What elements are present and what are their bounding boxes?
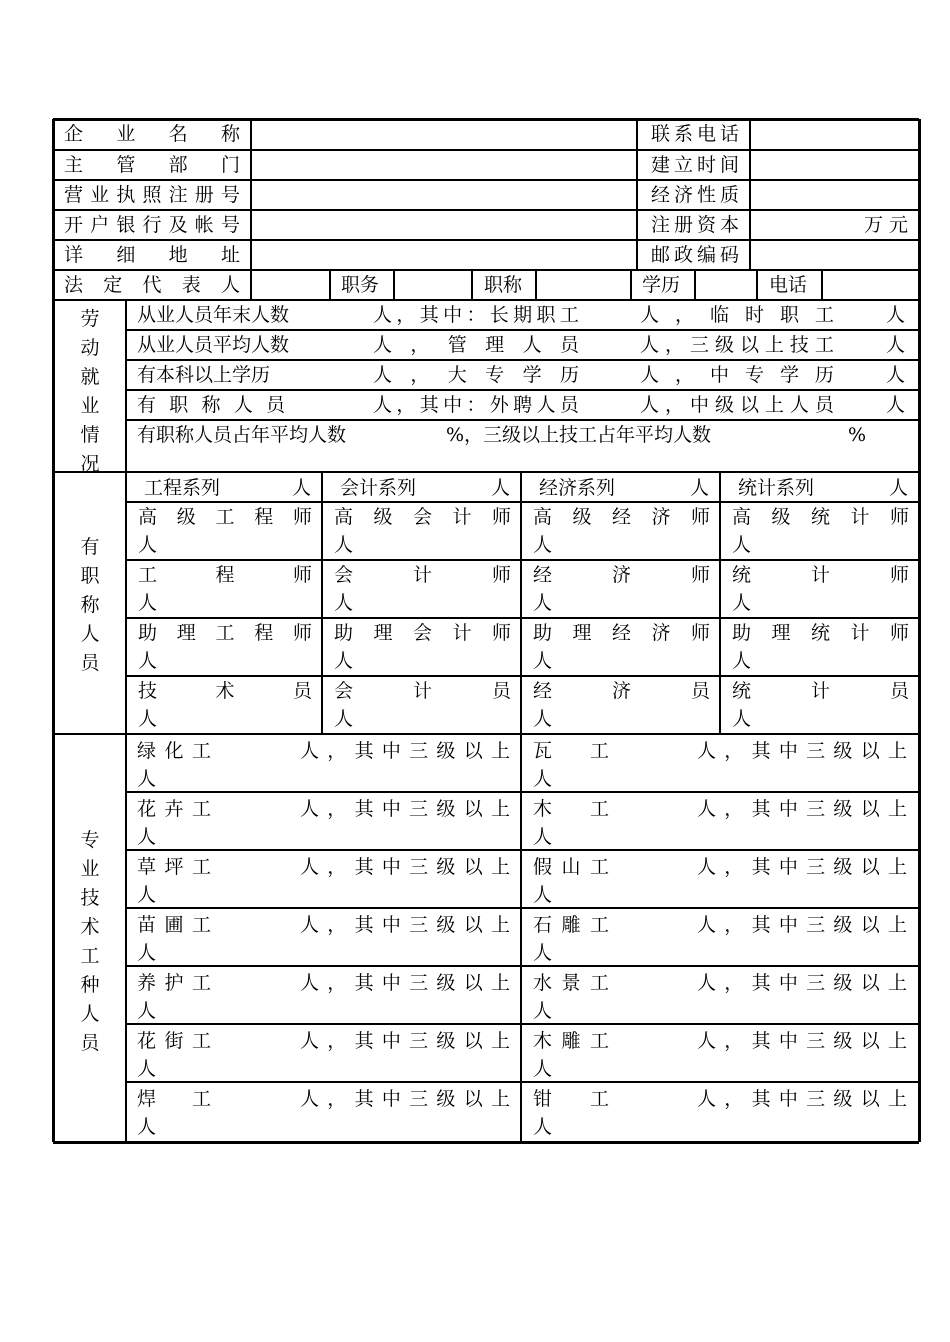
title-rank-unit-0-0: 人 [138, 534, 158, 556]
title-rank-3-3: 统 计 员 [732, 680, 909, 702]
trade-right-suffix-6: 人 ， 其 中 三 级 以 上 [697, 1088, 907, 1110]
header-row-rule [53, 149, 919, 151]
title-rank-2-1: 经 济 师 [533, 564, 710, 586]
trade-right-suffix-2: 人 ， 其 中 三 级 以 上 [697, 856, 907, 878]
legal-rep-row-divider [756, 270, 758, 300]
titled-column-divider [719, 472, 721, 734]
dept-label: 主 管 部 门 [64, 154, 240, 176]
title-rank-unit-3-2: 人 [732, 650, 752, 672]
title-rank-0-2: 助 理 工 程 师 [138, 622, 312, 644]
trade-right-suffix-0: 人 ， 其 中 三 级 以 上 [697, 740, 907, 762]
legal-rep-label: 法 定 代 表 人 [64, 274, 240, 296]
trades-section-label: 专 业 技 术 工 种 人 员 [80, 829, 100, 1054]
trade-right-suffix-3: 人 ， 其 中 三 级 以 上 [697, 914, 907, 936]
labor-row-2-b: 人 ， 管 理 人 员 [373, 334, 579, 356]
trade-left-2: 草 坪 工 [137, 856, 211, 878]
legal-rep-row-divider [694, 270, 696, 300]
titled-column-divider [520, 472, 522, 734]
trade-right-unit-2: 人 [533, 884, 553, 906]
title-rank-unit-0-2: 人 [138, 650, 158, 672]
header-row-rule [53, 269, 919, 271]
trade-right-0: 瓦 工 [533, 740, 609, 762]
trade-left-3: 苗 圃 工 [137, 914, 211, 936]
title-rank-0-0: 高 级 工 程 师 [138, 506, 312, 528]
title-rank-3-0: 高 级 统 计 师 [732, 506, 909, 528]
title-rank-1-0: 高 级 会 计 师 [334, 506, 511, 528]
title-rank-0-1: 工 程 师 [138, 564, 312, 586]
title-rank-unit-3-1: 人 [732, 592, 752, 614]
title-rank-unit-1-2: 人 [334, 650, 354, 672]
trade-left-suffix-4: 人 ， 其 中 三 级 以 上 [300, 972, 510, 994]
labor-row-1-b: 人 ， 其 中 ： 长 期 职 工 [373, 304, 579, 326]
titled-row-rule [126, 501, 919, 503]
title-rank-unit-0-1: 人 [138, 592, 158, 614]
labor-row-5-c: % [848, 424, 867, 446]
titled-row-rule [126, 617, 919, 619]
legal-rep-row-divider [821, 270, 823, 300]
series-label-3: 统计系列 [738, 477, 815, 499]
education-label: 学历 [642, 274, 681, 296]
header-row-rule [53, 179, 919, 181]
labor-row-1-a: 从业人员年末人数 [137, 304, 290, 326]
titled-row-rule [126, 559, 919, 561]
trade-left-unit-3: 人 [137, 942, 157, 964]
title-rank-unit-2-0: 人 [533, 534, 553, 556]
labor-row-4-c: 人 ， 中 级 以 上 人 员 [640, 394, 834, 416]
title-rank-2-0: 高 级 经 济 师 [533, 506, 710, 528]
postcode-label: 邮 政 编 码 [651, 244, 739, 266]
section-label-divider [125, 300, 127, 1142]
labor-row-rule [126, 389, 919, 391]
title-rank-1-2: 助 理 会 计 师 [334, 622, 511, 644]
title-rank-1-3: 会 计 员 [334, 680, 511, 702]
founded-label: 建 立 时 间 [651, 154, 739, 176]
trade-right-unit-0: 人 [533, 768, 553, 790]
title-rank-unit-3-3: 人 [732, 708, 752, 730]
company-name-label: 企 业 名 称 [64, 123, 240, 145]
labor-row-2-c: 人 ， 三 级 以 上 技 工 [640, 334, 834, 356]
trade-left-suffix-3: 人 ， 其 中 三 级 以 上 [300, 914, 510, 936]
title-rank-2-2: 助 理 经 济 师 [533, 622, 710, 644]
trade-row-rule [126, 1081, 919, 1083]
title-rank-unit-3-0: 人 [732, 534, 752, 556]
econ-nature-label: 经 济 性 质 [651, 184, 739, 206]
trade-right-5: 木 雕 工 [533, 1030, 609, 1052]
title-label: 职称 [484, 274, 523, 296]
titled-column-divider [321, 472, 323, 734]
title-rank-0-3: 技 术 员 [138, 680, 312, 702]
header-right-divider [749, 119, 751, 270]
title-rank-unit-0-3: 人 [138, 708, 158, 730]
table-right-border [918, 119, 921, 1142]
trade-right-6: 钳 工 [533, 1088, 609, 1110]
trade-left-0: 绿 化 工 [137, 740, 211, 762]
titled-row-rule [126, 675, 919, 677]
trade-left-unit-0: 人 [137, 768, 157, 790]
trade-left-1: 花 卉 工 [137, 798, 211, 820]
trade-row-rule [126, 791, 919, 793]
labor-row-rule [126, 359, 919, 361]
labor-row-1-d: 人 [886, 304, 906, 326]
title-rank-unit-1-0: 人 [334, 534, 354, 556]
labor-section-bottom [53, 471, 919, 473]
trade-right-unit-4: 人 [533, 1000, 553, 1022]
trade-left-4: 养 护 工 [137, 972, 211, 994]
trade-row-rule [126, 849, 919, 851]
contact-phone-label: 联 系 电 话 [651, 123, 739, 145]
title-rank-1-1: 会 计 师 [334, 564, 511, 586]
trade-row-rule [126, 1023, 919, 1025]
trade-right-4: 水 景 工 [533, 972, 609, 994]
series-unit-3: 人 [889, 477, 909, 499]
legal-rep-row-divider [471, 270, 473, 300]
trade-left-suffix-5: 人 ， 其 中 三 级 以 上 [300, 1030, 510, 1052]
header-label-divider [250, 119, 252, 300]
header-row-rule [53, 209, 919, 211]
bank-label: 开 户 银 行 及 帐 号 [64, 214, 240, 236]
legal-rep-row-divider [393, 270, 395, 300]
trade-right-unit-5: 人 [533, 1058, 553, 1080]
trade-right-suffix-5: 人 ， 其 中 三 级 以 上 [697, 1030, 907, 1052]
labor-row-4-a: 有 职 称 人 员 [137, 394, 285, 416]
title-rank-unit-2-1: 人 [533, 592, 553, 614]
labor-row-5-b: %，三级以上技工占年平均人数 [446, 424, 712, 446]
labor-section-label: 劳 动 就 业 情 况 [80, 308, 100, 475]
header-mid-divider [636, 119, 638, 270]
title-rank-unit-2-3: 人 [533, 708, 553, 730]
series-label-2: 经济系列 [539, 477, 616, 499]
reg-capital-unit: 万 元 [863, 214, 908, 236]
trade-left-unit-2: 人 [137, 884, 157, 906]
titled-section-bottom [53, 733, 919, 735]
labor-row-3-c: 人 ， 中 专 学 历 [640, 364, 834, 386]
labor-row-3-b: 人 ， 大 专 学 历 [373, 364, 579, 386]
trade-left-unit-4: 人 [137, 1000, 157, 1022]
table-bottom-border [53, 1141, 919, 1144]
trade-right-unit-1: 人 [533, 826, 553, 848]
labor-row-2-a: 从业人员平均人数 [137, 334, 290, 356]
labor-row-rule [126, 329, 919, 331]
labor-row-rule [126, 419, 919, 421]
trade-left-unit-6: 人 [137, 1116, 157, 1138]
trade-left-suffix-1: 人 ， 其 中 三 级 以 上 [300, 798, 510, 820]
trade-column-divider [520, 734, 522, 1142]
header-row-rule [53, 239, 919, 241]
trade-left-suffix-0: 人 ， 其 中 三 级 以 上 [300, 740, 510, 762]
labor-row-4-d: 人 [886, 394, 906, 416]
trade-row-rule [126, 907, 919, 909]
trade-right-suffix-4: 人 ， 其 中 三 级 以 上 [697, 972, 907, 994]
trade-row-rule [126, 965, 919, 967]
trade-left-unit-1: 人 [137, 826, 157, 848]
title-rank-2-3: 经 济 员 [533, 680, 710, 702]
trade-right-unit-6: 人 [533, 1116, 553, 1138]
trade-right-3: 石 雕 工 [533, 914, 609, 936]
series-label-0: 工程系列 [144, 477, 221, 499]
header-row-rule [53, 299, 919, 301]
series-unit-0: 人 [292, 477, 312, 499]
trade-left-5: 花 街 工 [137, 1030, 211, 1052]
title-rank-unit-2-2: 人 [533, 650, 553, 672]
trade-left-suffix-6: 人 ， 其 中 三 级 以 上 [300, 1088, 510, 1110]
trade-left-unit-5: 人 [137, 1058, 157, 1080]
phone-label: 电话 [769, 274, 808, 296]
position-label: 职务 [341, 274, 380, 296]
labor-row-2-d: 人 [886, 334, 906, 356]
title-rank-3-1: 统 计 师 [732, 564, 909, 586]
title-rank-3-2: 助 理 统 计 师 [732, 622, 909, 644]
trade-right-1: 木 工 [533, 798, 609, 820]
series-unit-2: 人 [690, 477, 710, 499]
title-rank-unit-1-3: 人 [334, 708, 354, 730]
titled-section-label: 有 职 称 人 员 [80, 536, 100, 674]
trade-right-suffix-1: 人 ， 其 中 三 级 以 上 [697, 798, 907, 820]
series-label-1: 会计系列 [340, 477, 417, 499]
trade-left-6: 焊 工 [137, 1088, 211, 1110]
labor-row-3-a: 有本科以上学历 [137, 364, 271, 386]
labor-row-4-b: 人 ， 其 中 ： 外 聘 人 员 [373, 394, 579, 416]
address-label: 详 细 地 址 [64, 244, 240, 266]
title-rank-unit-1-1: 人 [334, 592, 354, 614]
reg-capital-label: 注 册 资 本 [651, 214, 739, 236]
trade-right-unit-3: 人 [533, 942, 553, 964]
license-label: 营 业 执 照 注 册 号 [64, 184, 240, 206]
trade-right-2: 假 山 工 [533, 856, 609, 878]
series-unit-1: 人 [491, 477, 511, 499]
labor-row-3-d: 人 [886, 364, 906, 386]
legal-rep-row-divider [329, 270, 331, 300]
table-top-border [53, 118, 919, 121]
labor-row-5-a: 有职称人员占年平均人数 [137, 424, 347, 446]
legal-rep-row-divider [535, 270, 537, 300]
trade-left-suffix-2: 人 ， 其 中 三 级 以 上 [300, 856, 510, 878]
legal-rep-row-divider [630, 270, 632, 300]
labor-row-1-c: 人 ， 临 时 职 工 [640, 304, 834, 326]
